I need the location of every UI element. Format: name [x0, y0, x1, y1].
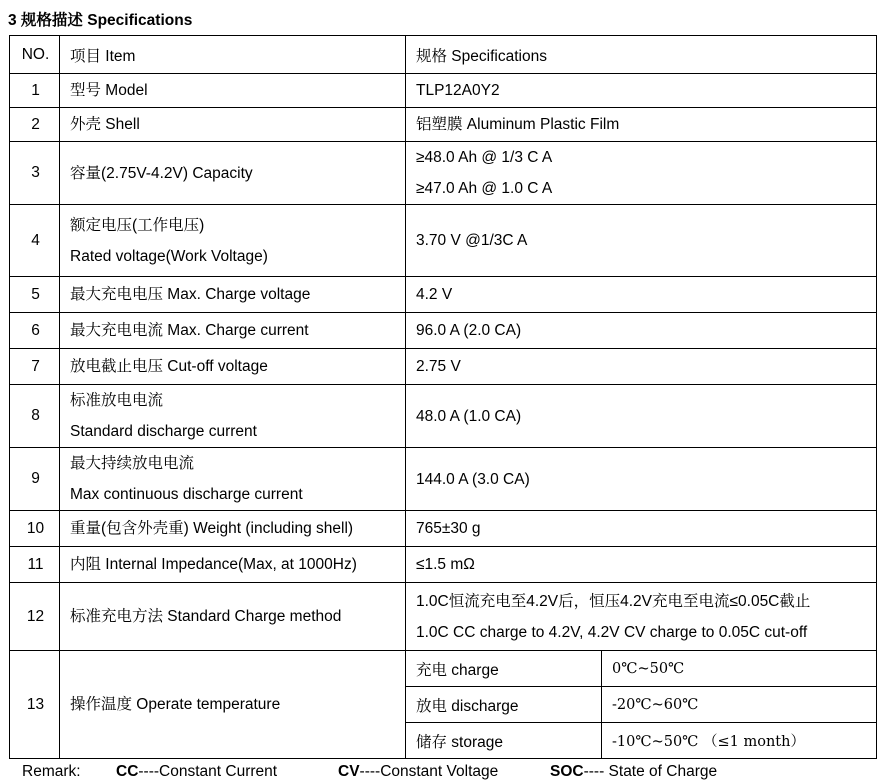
row-item-text: 额定电压(工作电压): [70, 216, 205, 234]
temperature-range-value: -10℃~50℃ （≤1 month）: [602, 723, 877, 759]
row-item-text: 标准放电电流: [70, 392, 164, 409]
row-specification-text: ≥47.0 Ah @ 1.0 C A: [416, 180, 553, 197]
temperature-condition-label: 充电 charge: [406, 651, 602, 687]
row-specification-text: 4.2 V: [416, 286, 453, 303]
specifications-table: [9, 35, 877, 759]
table-row: [10, 142, 877, 205]
row-specification: [406, 547, 877, 583]
temperature-range-value: 0℃~50℃: [602, 651, 877, 687]
header-item: 项目 Item: [60, 36, 406, 74]
table-row: [10, 511, 877, 547]
row-item-text: 重量(包含外壳重) Weight (including shell): [70, 520, 354, 537]
row-specification: [406, 349, 877, 385]
row-item: [60, 651, 406, 759]
row-number: 4: [10, 205, 60, 277]
remark-soc: [550, 763, 717, 781]
table-header-row: [10, 36, 877, 74]
row-specification: [406, 74, 877, 108]
row-number: 1: [10, 74, 60, 108]
table-row: [10, 385, 877, 448]
row-number: 9: [10, 448, 60, 511]
row-specification-text: 144.0 A (3.0 CA): [416, 470, 530, 488]
remark-soc-abbr: SOC: [550, 763, 584, 780]
row-item-text: 最大持续放电电流: [70, 455, 195, 472]
row-item-text: 操作温度 Operate temperature: [70, 696, 281, 713]
row-number: 8: [10, 385, 60, 448]
row-number: 13: [10, 651, 60, 759]
row-specification: [406, 583, 877, 651]
remark-cc: [116, 763, 277, 781]
row-number: 6: [10, 313, 60, 349]
row-specification-text: 1.0C恒流充电至4.2V后，恒压4.2V充电至电流≤0.05C截止: [416, 592, 811, 610]
row-number: 10: [10, 511, 60, 547]
header-no: NO.: [10, 36, 60, 74]
table-row: [10, 313, 877, 349]
row-number: 12: [10, 583, 60, 651]
row-number: 5: [10, 277, 60, 313]
remark-cc-abbr: CC: [116, 763, 139, 780]
table-row: [10, 583, 877, 651]
section-title: 3 规格描述 Specifications: [8, 12, 193, 29]
row-specification-text: 1.0C CC charge to 4.2V, 4.2V CV charge to 0.05C cut-off: [416, 623, 808, 641]
row-specification-text: ≥48.0 Ah @ 1/3 C A: [416, 149, 553, 166]
row-item: [60, 385, 406, 448]
row-specification-text: 3.70 V @1/3C A: [416, 232, 528, 249]
row-item: [60, 583, 406, 651]
row-item-text: 最大充电电流 Max. Charge current: [70, 322, 309, 339]
row-specification: [406, 448, 877, 511]
row-specification: [406, 108, 877, 142]
row-specification-text: 2.75 V: [416, 358, 461, 375]
row-specification: [406, 142, 877, 205]
row-item-text: 型号 Model: [70, 82, 148, 99]
temperature-condition-label: 放电 discharge: [406, 687, 602, 723]
table-row: [10, 205, 877, 277]
table-row: [10, 547, 877, 583]
row-item: [60, 74, 406, 108]
row-item: [60, 277, 406, 313]
row-number: 2: [10, 108, 60, 142]
row-specification: [406, 205, 877, 277]
table-row: [10, 349, 877, 385]
header-specifications: 规格 Specifications: [406, 36, 877, 74]
row-specification: [406, 385, 877, 448]
row-item-text: 内阻 Internal Impedance(Max, at 1000Hz): [70, 556, 357, 573]
table-row: [10, 277, 877, 313]
row-item-text: 放电截止电压 Cut-off voltage: [70, 358, 268, 375]
row-specification-text: 765±30 g: [416, 520, 481, 537]
row-item-text: 最大充电电压 Max. Charge voltage: [70, 286, 311, 303]
row-item: [60, 108, 406, 142]
row-specification: [406, 511, 877, 547]
row-item: [60, 511, 406, 547]
row-specification-text: ≤1.5 mΩ: [416, 556, 475, 573]
row-item: [60, 142, 406, 205]
row-specification: [406, 277, 877, 313]
table-row: [10, 448, 877, 511]
table-row: [10, 651, 877, 687]
row-specification-text: 铝塑膜 Aluminum Plastic Film: [416, 116, 620, 133]
row-item-text: 标准充电方法 Standard Charge method: [70, 608, 342, 625]
row-item: [60, 349, 406, 385]
row-item: [60, 547, 406, 583]
row-item: [60, 313, 406, 349]
row-item: [60, 448, 406, 511]
remark-cv: [338, 763, 498, 781]
remark-soc-text: ---- State of Charge: [583, 763, 718, 780]
remark-label: Remark:: [22, 763, 81, 780]
remark-cv-text: ----Constant Voltage: [359, 763, 499, 780]
remark-cv-abbr: CV: [338, 763, 360, 780]
row-number: 11: [10, 547, 60, 583]
row-number: 3: [10, 142, 60, 205]
row-item-text: Rated voltage(Work Voltage): [70, 247, 268, 265]
table-row: [10, 74, 877, 108]
row-item-text: Max continuous discharge current: [70, 486, 303, 503]
temperature-range-value: -20℃~60℃: [602, 687, 877, 723]
temperature-condition-label: 储存 storage: [406, 723, 602, 759]
row-item-text: 外壳 Shell: [70, 116, 140, 133]
row-specification-text: TLP12A0Y2: [416, 82, 500, 99]
table-row: [10, 108, 877, 142]
row-item-text: Standard discharge current: [70, 423, 257, 440]
row-specification: [406, 313, 877, 349]
remark-cc-text: ----Constant Current: [138, 763, 278, 780]
row-item-text: 容量(2.75V-4.2V) Capacity: [70, 164, 253, 182]
row-number: 7: [10, 349, 60, 385]
row-item: [60, 205, 406, 277]
row-specification-text: 48.0 A (1.0 CA): [416, 407, 522, 425]
row-specification-text: 96.0 A (2.0 CA): [416, 322, 522, 339]
